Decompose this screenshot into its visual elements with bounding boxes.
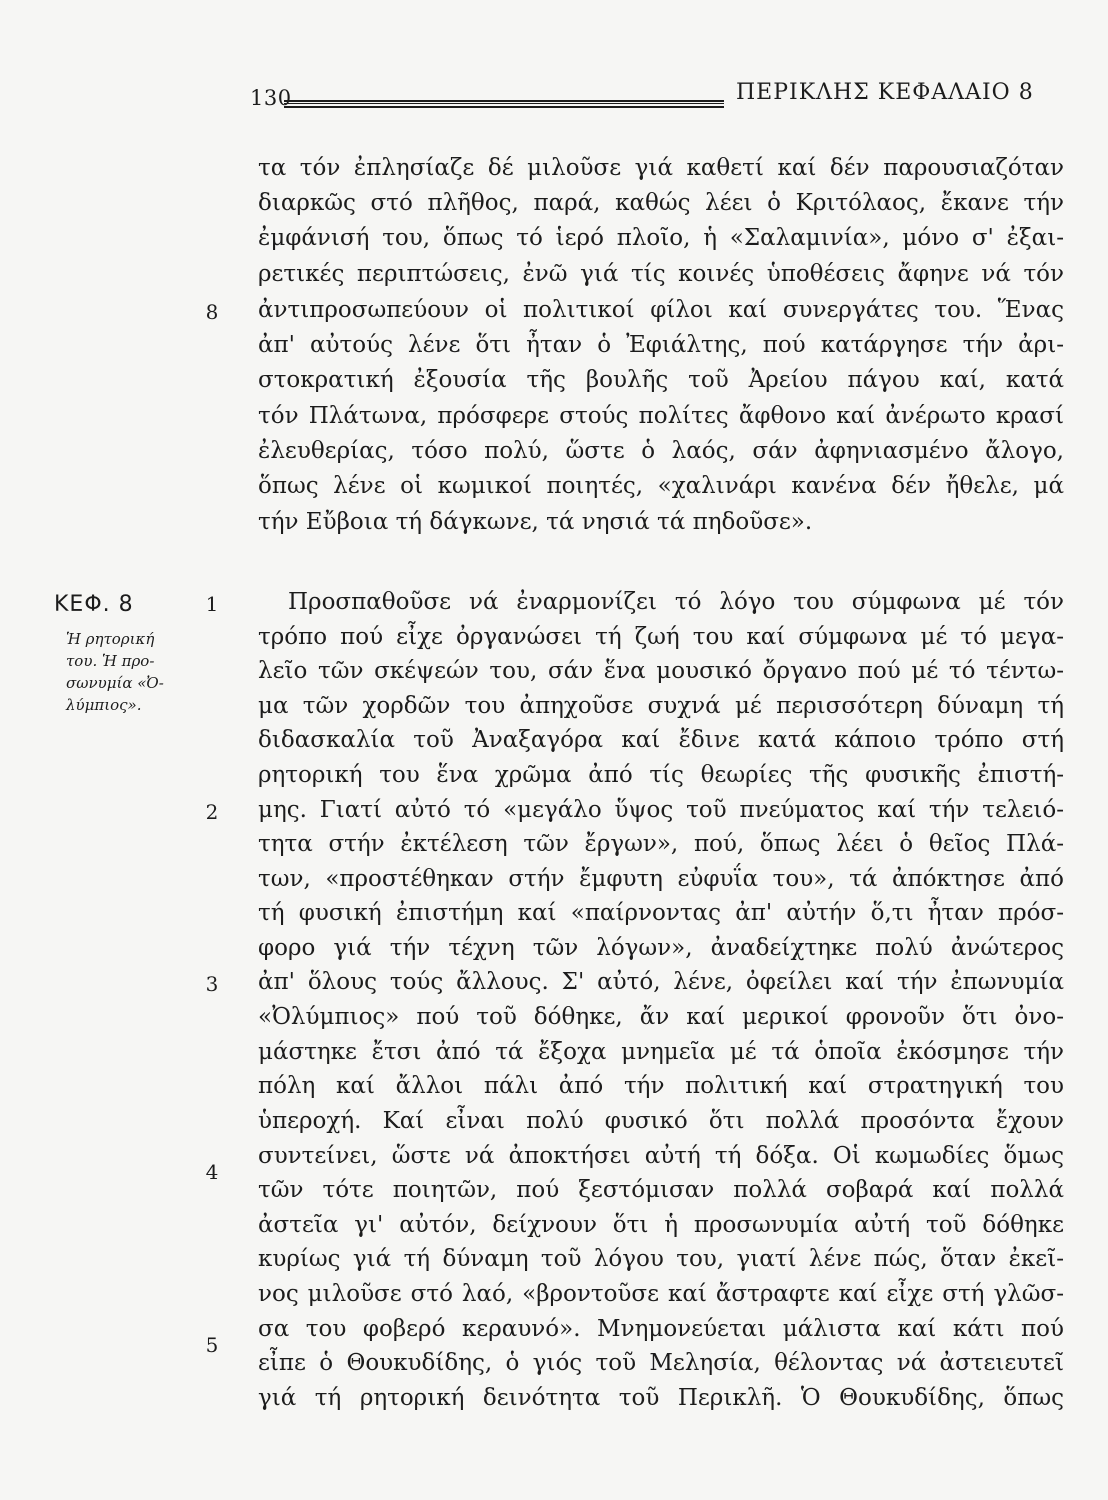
text-line: εἶπε ὁ Θουκυδίδης, ὁ γιός τοῦ Μελησία, θέλοντας νά ἀστειευτεῖ: [258, 1350, 1064, 1376]
line-number: 1: [205, 592, 219, 616]
text-line: ὑπεροχή. Καί εἶναι πολύ φυσικό ὅτι πολλά προσόντα ἔχουν: [258, 1108, 1064, 1134]
page-number: 130: [250, 86, 292, 110]
text-line: ἀπ' αὐτούς λένε ὅτι ἦταν ὁ Ἐφιάλτης, πού κατάργησε τήν ἀρι-: [258, 332, 1064, 358]
header-rule: [284, 100, 724, 108]
line-number: 4: [205, 1160, 219, 1184]
line-number: 5: [205, 1333, 219, 1357]
text-line: πόλη καί ἄλλοι πάλι ἀπό τήν πολιτική καί στρατηγική του: [258, 1073, 1064, 1099]
text-line: τῶν τότε ποιητῶν, πού ξεστόμισαν πολλά σοβαρά καί πολλά: [258, 1177, 1064, 1203]
margin-note-line: του. Ἡ προ-: [66, 652, 155, 670]
text-line: ἀντιπροσωπεύουν οἱ πολιτικοί φίλοι καί συνεργάτες του. Ἕνας: [258, 297, 1064, 323]
margin-note-line: λύμπιος».: [66, 696, 142, 714]
text-line: ρητορική του ἕνα χρῶμα ἀπό τίς θεωρίες τῆς φυσικῆς ἐπιστή-: [258, 762, 1064, 788]
text-line: σα του φοβερό κεραυνό». Μνημονεύεται μάλιστα καί κάτι πού: [258, 1316, 1064, 1342]
page-header: [250, 74, 1050, 114]
text-line: τητα στήν ἐκτέλεση τῶν ἔργων», πού, ὅπως λέει ὁ θεῖος Πλά-: [258, 831, 1064, 857]
text-line: γιά τή ρητορική δεινότητα τοῦ Περικλῆ. Ὁ Θουκυδίδης, ὅπως: [258, 1385, 1064, 1411]
running-title: ΠΕΡΙΚΛΗΣ ΚΕΦΑΛΑΙΟ 8: [736, 80, 1034, 105]
margin-note: [66, 628, 186, 716]
text-line: ἐλευθερίας, τόσο πολύ, ὥστε ὁ λαός, σάν ἀφηνιασμένο ἄλογο,: [258, 438, 1064, 464]
text-line: τή φυσική ἐπιστήμη καί «παίρνοντας ἀπ' αὐτήν ὅ,τι ἦταν πρόσ-: [258, 900, 1064, 926]
text-line: τρόπο πού εἶχε ὀργανώσει τή ζωή του καί σύμφωνα μέ τό μεγα-: [258, 624, 1064, 650]
text-line: των, «προστέθηκαν στήν ἔμφυτη εὐφυΐα του», τά ἀπόκτησε ἀπό: [258, 866, 1064, 892]
text-line: διαρκῶς στό πλῆθος, παρά, καθώς λέει ὁ Κριτόλαος, ἔκανε τήν: [258, 190, 1064, 216]
margin-chapter-label: ΚΕΦ. 8: [54, 592, 134, 617]
text-line: στοκρατική ἐξουσία τῆς βουλῆς τοῦ Ἀρείου πάγου καί, κατά: [258, 367, 1064, 393]
text-line: λεῖο τῶν σκέψεών του, σάν ἕνα μουσικό ὄργανο πού μέ τό τέντω-: [258, 658, 1064, 684]
text-line: φορο γιά τήν τέχνη τῶν λόγων», ἀναδείχτηκε πολύ ἀνώτερος: [258, 935, 1064, 961]
text-line: ἀπ' ὅλους τούς ἄλλους. Σ' αὐτό, λένε, ὀφείλει καί τήν ἐπωνυμία: [258, 969, 1064, 995]
text-line: μα τῶν χορδῶν του ἀπηχοῦσε συχνά μέ περισσότερη δύναμη τή: [258, 693, 1064, 719]
text-line: ὅπως λένε οἱ κωμικοί ποιητές, «χαλινάρι κανένα δέν ἤθελε, μά: [258, 473, 1064, 499]
text-line: μης. Γιατί αὐτό τό «μεγάλο ὕψος τοῦ πνεύματος καί τήν τελειό-: [258, 797, 1064, 823]
text-line: συντείνει, ὥστε νά ἀποκτήσει αὐτή τή δόξα. Οἱ κωμωδίες ὅμως: [258, 1143, 1064, 1169]
text-line: ρετικές περιπτώσεις, ἐνῶ γιά τίς κοινές ὑποθέσεις ἄφηνε νά τόν: [258, 261, 1064, 287]
margin-note-line: Ἡ ρητορική: [66, 630, 155, 648]
line-number: 8: [205, 300, 219, 324]
text-line: τήν Εὔβοια τή δάγκωνε, τά νησιά τά πηδοῦσε».: [258, 509, 813, 535]
text-line: μάστηκε ἔτσι ἀπό τά ἔξοχα μνημεῖα μέ τά ὁποῖα ἐκόσμησε τήν: [258, 1039, 1064, 1065]
text-line: διδασκαλία τοῦ Ἀναξαγόρα καί ἔδινε κατά κάποιο τρόπο στή: [258, 727, 1064, 753]
text-line: τα τόν ἐπλησίαζε δέ μιλοῦσε γιά καθετί καί δέν παρουσιαζόταν: [258, 155, 1064, 181]
margin-note-line: σωνυμία «Ὀ-: [66, 674, 164, 692]
text-line: νος μιλοῦσε στό λαό, «βροντοῦσε καί ἄστραφτε καί εἶχε στή γλῶσ-: [258, 1281, 1064, 1307]
line-number: 3: [205, 972, 219, 996]
text-line: ἀστεῖα γι' αὐτόν, δείχνουν ὅτι ἡ προσωνυμία αὐτή τοῦ δόθηκε: [258, 1212, 1064, 1238]
text-line: «Ὀλύμπιος» πού τοῦ δόθηκε, ἄν καί μερικοί φρονοῦν ὅτι ὀνο-: [258, 1004, 1064, 1030]
text-line: ἐμφάνισή του, ὅπως τό ἱερό πλοῖο, ἡ «Σαλαμινία», μόνο σ' ἐξαι-: [258, 225, 1064, 251]
line-number: 2: [205, 800, 219, 824]
text-line: Προσπαθοῦσε νά ἐναρμονίζει τό λόγο του σύμφωνα μέ τόν: [288, 589, 1064, 615]
text-line: κυρίως γιά τή δύναμη τοῦ λόγου του, γιατί λένε πώς, ὅταν ἐκεῖ-: [258, 1246, 1064, 1272]
text-line: τόν Πλάτωνα, πρόσφερε στούς πολίτες ἄφθονο καί ἀνέρωτο κρασί: [258, 403, 1064, 429]
